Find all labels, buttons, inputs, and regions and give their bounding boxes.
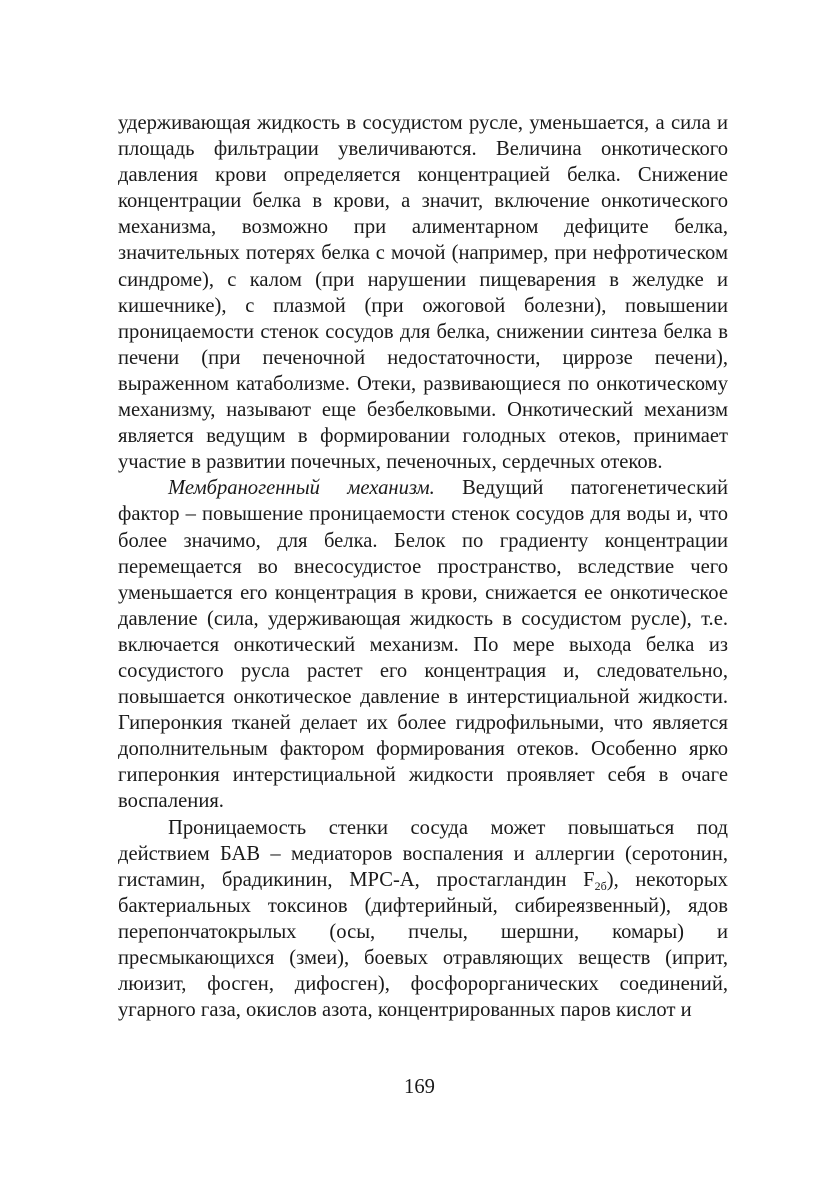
subscript: 2б <box>594 878 607 893</box>
paragraph-permeability-part2: ), некоторых бактериальных токсинов (дифтерийный, сибиреязвенный), ядов перепончатокрылых (осы, пчелы, шершни, комары) и пресмыкающихся (змеи), боевых отравляющих веществ (иприт, люизит, фосген, дифосген), фосфорорганических соединений, угарного газа, окислов азота, концентрированных паров кислот и <box>118 868 728 1022</box>
paragraph-permeability <box>118 815 728 1024</box>
paragraph-membranogenic <box>118 475 728 814</box>
paragraph-membranogenic-body: Ведущий патогенетический фактор – повышение проницаемости стенок сосудов для воды и, что более значимо, для белка. Белок по градиенту концентрации перемещается во внесосудистое пространство, вследствие чего уменьшается его концентрация в крови, снижается ее онкотическое давление (сила, удерживающая жидкость в сосудистом русле), т.е. включается онкотический механизм. По мере выхода белка из сосудистого русла растет его концентрация и, следовательно, повышается онкотическое давление в интерстициальной жидкости. Гиперонкия тканей делает их более гидрофильными, что является дополнительным фактором формирования отеков. Особенно ярко гиперонкия интерстициальной жидкости проявляет себя в очаге воспаления. <box>118 477 728 813</box>
page-body <box>118 110 728 1023</box>
paragraph-permeability-part1: Проницаемость стенки сосуда может повышаться под действием БАВ – медиаторов воспаления и аллергии (серотонин, гистамин, брадикинин, МРС-А, простагландин F <box>118 816 728 891</box>
paragraph-oncotic-continuation: удерживающая жидкость в сосудистом русле, уменьшается, а сила и площадь фильтрации увеличиваются. Величина онкотического давления крови определяется концентрацией белка. Снижение концентрации белка в крови, а значит, включение онкотического механизма, возможно при алиментарном дефиците белка, значительных потерях белка с мочой (например, при нефротическом синдроме), с калом (при нарушении пищеварения в желудке и кишечнике), с плазмой (при ожоговой болезни), повышении проницаемости стенок сосудов для белка, снижении синтеза белка в печени (при печеночной недостаточности, циррозе печени), выраженном катаболизме. Отеки, развивающиеся по онкотическому механизму, называют еще безбелковыми. Онкотический механизм является ведущим в формировании голодных отеков, принимает участие в развитии почечных, печеночных, сердечных отеков. <box>118 112 728 474</box>
section-heading-membranogenic: Мембраногенный механизм. <box>168 477 435 500</box>
page-number: 169 <box>404 1076 435 1098</box>
